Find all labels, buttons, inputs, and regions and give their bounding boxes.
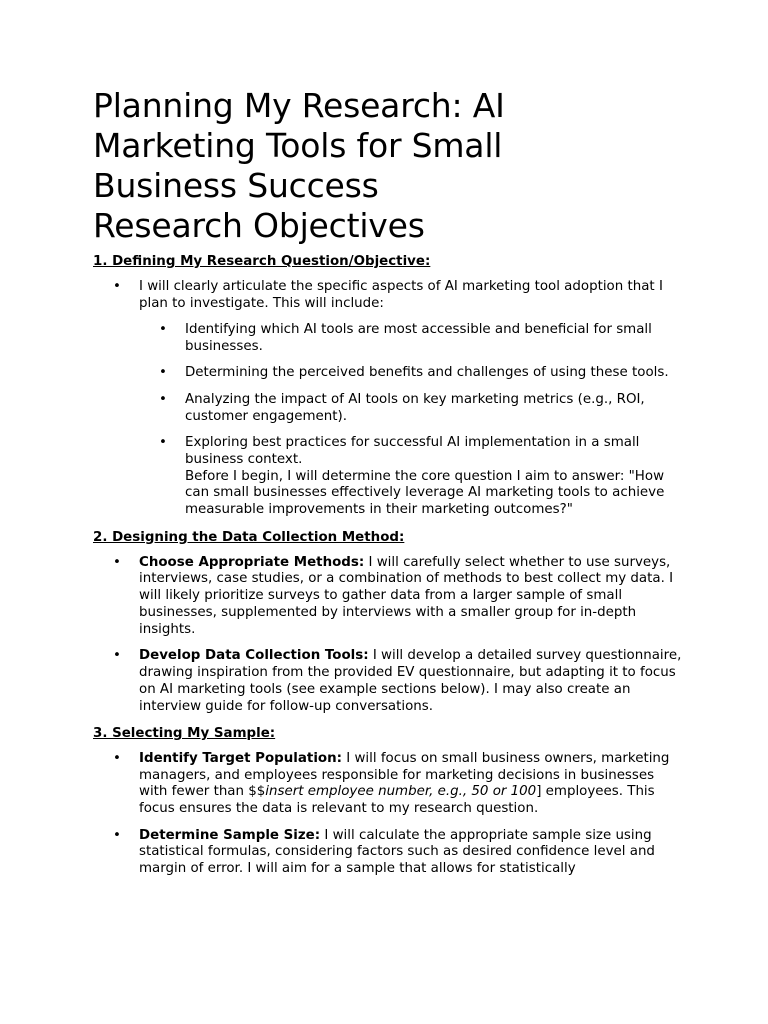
- section-sample: [93, 725, 683, 878]
- document-page: [93, 86, 683, 888]
- section-data-collection: [93, 529, 683, 716]
- list-item-lead: Determine Sample Size:: [139, 827, 321, 843]
- list-item-text: I will develop a detailed survey questionnaire, drawing inspiration from the provided EV questionnaire, but adapting it to focus on AI marketing tools (see example sections below). I may also create an interview guide for follow-up conversations.: [139, 648, 682, 714]
- list-item: [93, 828, 683, 878]
- list-item-text: I will calculate the appropriate sample size using statistical formulas, considering factors such as desired confidence level and margin of error. I will aim for a sample that allows for statistically: [139, 827, 655, 877]
- list-item: [93, 555, 683, 639]
- sub-list-item: [139, 322, 683, 356]
- section-heading: 3. Selecting My Sample:: [93, 725, 276, 741]
- title-line: Marketing Tools for Small: [93, 126, 503, 165]
- list-item: [93, 648, 683, 715]
- sub-list-item: [139, 392, 683, 426]
- sub-list-item-text: Analyzing the impact of AI tools on key marketing metrics (e.g., ROI, customer engagement).: [185, 391, 645, 424]
- bullet-list: [93, 555, 683, 716]
- list-item-text: I will carefully select whether to use surveys, interviews, case studies, or a combination of methods to best collect my data. I will likely prioritize surveys to gather data from a larger sample of small businesses, supplemented by interviews with a smaller group for in-depth insights.: [139, 554, 674, 637]
- list-item-lead: Develop Data Collection Tools:: [139, 648, 369, 664]
- sub-list-item-text: Identifying which AI tools are most accessible and beneficial for small businesses.: [185, 322, 652, 354]
- sub-list-item-text: Exploring best practices for successful AI implementation in a small business context.: [185, 434, 640, 467]
- bullet-list: [93, 279, 683, 519]
- section-heading: 1. Defining My Research Question/Objective:: [93, 254, 431, 269]
- title-line: Business Success: [93, 166, 379, 205]
- title-line: Research Objectives: [93, 206, 425, 245]
- list-item: [93, 751, 683, 818]
- sub-list-item: [139, 435, 683, 519]
- section-research-question: [93, 253, 683, 519]
- sub-bullet-list: [139, 322, 683, 519]
- section-heading: 2. Designing the Data Collection Method:: [93, 529, 405, 545]
- document-title: [93, 86, 683, 246]
- list-item-lead: Choose Appropriate Methods:: [139, 554, 365, 570]
- title-line: Planning My Research: AI: [93, 86, 505, 125]
- list-item: [93, 279, 683, 519]
- sub-list-item: [139, 365, 683, 382]
- list-item-text: I will clearly articulate the specific aspects of AI marketing tool adoption that I plan to investigate. This will include:: [139, 279, 663, 311]
- list-item-text: I will focus on small business owners, marketing managers, and employees responsible for marketing decisions in businesses with fewer than $$: [139, 750, 670, 800]
- bullet-list: [93, 751, 683, 878]
- list-item-lead: Identify Target Population:: [139, 750, 343, 766]
- placeholder-text: insert employee number, e.g., 50 or 100: [265, 784, 537, 800]
- core-question-text: Before I begin, I will determine the core question I aim to answer: "How can small businesses effectively leverage AI marketing tools to achieve measurable improvements in their marketing outcomes?": [185, 468, 665, 518]
- list-item-text: ] employees. This focus ensures the data is relevant to my research question.: [139, 784, 655, 817]
- sub-list-item-text: Determining the perceived benefits and challenges of using these tools.: [185, 365, 669, 381]
